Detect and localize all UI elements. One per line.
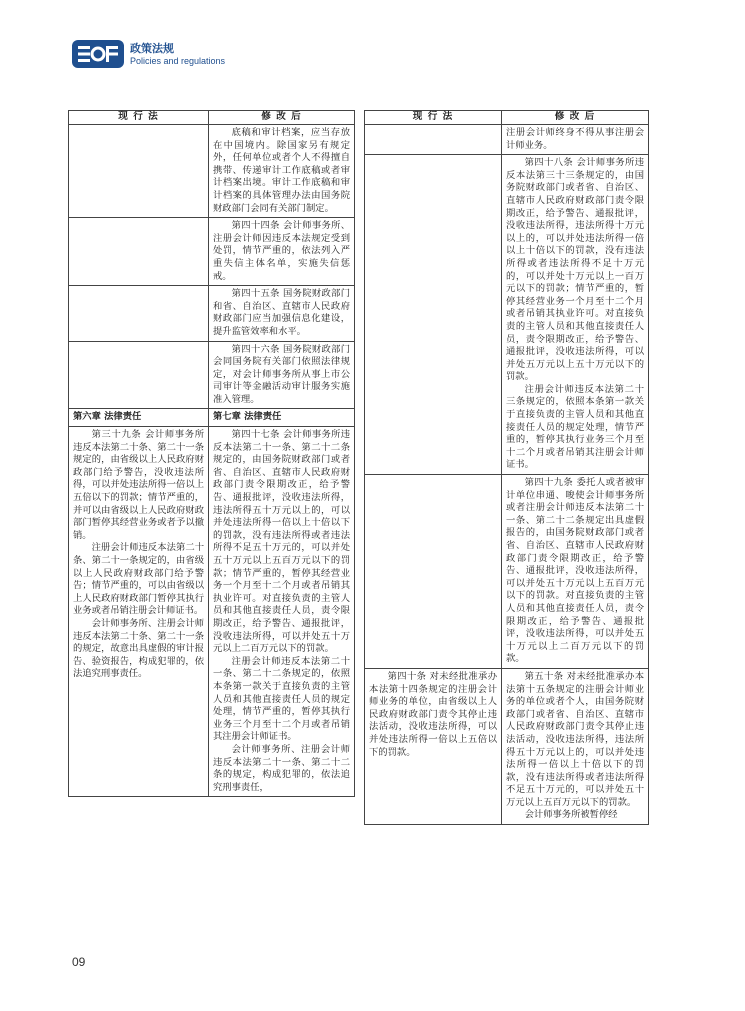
column-header-revised-law: 修 改 后 (502, 111, 649, 125)
chapter-heading: 第七章 法律责任 (209, 409, 355, 427)
table-header-row (365, 111, 649, 125)
table-row (69, 125, 355, 218)
left-comparison-table (68, 110, 355, 797)
revised-law-cell (209, 286, 355, 341)
article-paragraph: 第四十条 对未经批准承办本法第十四条规定的注册会计师业务的单位，由省级以上人民政府财政部门责令其停止违法活动，没收违法所得，可以并处违法所得一倍以上五倍以下的罚款。 (369, 670, 497, 758)
table-header-row (69, 111, 355, 125)
article-paragraph: 第三十九条 会计师事务所违反本法第二十条、第二十一条规定的，由省级以上人民政府财政部门给予警告，没收违法所得，可以并处违法所得一倍以上五倍以下的罚款；情节严重的，并可以由省级以上人民政府财政部门暂停其经营业务或者予以撤销。 (73, 429, 204, 541)
article-paragraph: 会计师事务所、注册会计师违反本法第二十条、第二十一条的规定，故意出具虚假的审计报告、验资报告，构成犯罪的，依法追究刑事责任。 (73, 617, 204, 680)
cicpa-logo-icon (72, 40, 124, 68)
table-row (69, 409, 355, 427)
column-header-current-law: 现 行 法 (365, 111, 502, 125)
revised-law-cell (502, 155, 649, 475)
article-paragraph: 注册会计师违反本法第二十三条规定的，依照本条第一款关于直接负责的主管人员和其他直接责任人员的规定处理，情节严重的，暂停其执行业务三个月至十二个月或者吊销其注册会计师证书。 (506, 383, 644, 471)
column-header-current-law: 现 行 法 (69, 111, 209, 125)
table-row (365, 668, 649, 824)
current-law-cell (365, 668, 502, 824)
article-paragraph: 会计师事务所被暂停经 (524, 809, 618, 821)
revised-law-cell (502, 125, 649, 155)
article-paragraph: 第四十四条 会计师事务所、注册会计师因违反本法规定受到处罚，情节严重的，依法列入严重失信主体名单，实施失信惩戒。 (213, 220, 350, 282)
article-paragraph: 注册会计师违反本法第二十一条、第二十二条规定的，依照本条第一款关于直接负责的主管人员和其他直接责任人员的规定处理，情节严重的，暂停其执行业务三个月至十二个月或者吊销其注册会计师证书。 (213, 655, 350, 743)
article-paragraph: 第五十条 对未经批准承办本法第十五条规定的注册会计师业务的单位或者个人，由国务院财政部门或者省、自治区、直辖市人民政府财政部门责令其停止违法活动，没收违法所得，违法所得五十万元以上的，可以并处违法所得一倍以上十倍以下的罚款，没有违法所得或者违法所得不足五十万元的，可以并处五十万元以上五百万元以下的罚款。 (506, 670, 644, 808)
article-paragraph: 会计师事务所、注册会计师违反本法第二十一条、第二十二条的规定，构成犯罪的，依法追究刑事责任， (213, 743, 350, 793)
table-row (365, 125, 649, 155)
header-title-en: Policies and regulations (130, 56, 226, 66)
revised-law-cell (209, 125, 355, 218)
chapter-heading: 第六章 法律责任 (69, 409, 209, 427)
article-paragraph: 第四十八条 会计师事务所违反本法第三十三条规定的，由国务院财政部门或者省、自治区、直辖市人民政府财政部门责令限期改正，给予警告、通报批评，没收违法所得，违法所得十万元以上的，可以并处违法所得一倍以上十倍以下的罚款，没有违法所得或者违法所得不足十万元的，可以并处十万元以上一百万元以下的罚款；情节严重的，暂停其经营业务一个月至十二个月或者吊销其执业许可。对直接负责的主管人员和其他直接责任人员，责令限期改正，给予警告、通报批评，没收违法所得，可以并处五万元以上五十万元以下的罚款。 (506, 157, 644, 383)
current-law-cell (69, 218, 209, 286)
table-row (69, 286, 355, 341)
article-paragraph: 注册会计师违反本法第二十条、第二十一条规定的，由省级以上人民政府财政部门给予警告；情节严重的，可以由省级以上人民政府财政部门暂停其执行业务或者吊销注册会计师证书。 (73, 542, 204, 617)
table-row (365, 155, 649, 475)
right-comparison-table (364, 110, 649, 825)
revised-law-cell (502, 475, 649, 669)
revised-law-cell (209, 218, 355, 286)
page-number: 09 (72, 955, 86, 969)
table-row (69, 427, 355, 797)
table-row (69, 218, 355, 286)
table-row (365, 475, 649, 669)
current-law-cell (365, 125, 502, 155)
revised-law-cell (209, 341, 355, 409)
article-paragraph: 底稿和审计档案，应当存放在中国境内。除国家另有规定外，任何单位或者个人不得擅自携带、传递审计工作底稿或者审计档案出境。审计工作底稿和审计档案的具体管理办法由国务院财政部门会同有关部门制定。 (213, 127, 350, 214)
current-law-cell (69, 286, 209, 341)
article-paragraph: 第四十七条 会计师事务所违反本法第二十一条、第二十二条规定的，由国务院财政部门或者省、自治区、直辖市人民政府财政部门责令限期改正，给予警告、通报批评，没收违法所得，违法所得五十万元以上的，可以并处违法所得一倍以上十倍以下的罚款，没有违法所得或者违法所得不足五十万元的，可以并处五十万元以上五百万元以下的罚款；情节严重的，暂停其经营业务一个月至十二个月或者吊销其执业许可。对直接负责的主管人员和其他直接责任人员，责令限期改正，给予警告、通报批评，没收违法所得，可以并处五十万元以上二百万元以下的罚款。 (213, 429, 350, 655)
current-law-cell (365, 475, 502, 669)
article-paragraph: 注册会计师终身不得从事注册会计师业务。 (506, 127, 644, 151)
revised-law-cell (502, 668, 649, 824)
revised-law-cell (209, 427, 355, 797)
article-paragraph: 第四十六条 国务院财政部门会同国务院有关部门依照法律规定，对会计师事务所从事上市公司审计等金融活动审计服务实施准入管理。 (213, 343, 350, 405)
article-paragraph: 第四十九条 委托人或者被审计单位串通、唆使会计师事务所或者注册会计师违反本法第二十一条、第二十二条规定出具虚假报告的，由国务院财政部门或者省、自治区、直辖市人民政府财政部门责令限期改正，给予警告、通报批评，没收违法所得，可以并处五十万元以上五百万元以下的罚款。对直接负责的主管人员和其他直接责任人员，责令限期改正，给予警告、通报批评，没收违法所得，可以并处五十万元以上二百万元以下的罚款。 (506, 477, 644, 665)
header-text (130, 42, 225, 67)
header-title-cn: 政策法规 (130, 42, 174, 55)
table-row (69, 341, 355, 409)
current-law-cell (69, 125, 209, 218)
current-law-cell (69, 427, 209, 797)
article-paragraph: 第四十五条 国务院财政部门和省、自治区、直辖市人民政府财政部门应当加强信息化建设，提升监管效率和水平。 (213, 288, 350, 337)
column-header-revised-law: 修 改 后 (209, 111, 355, 125)
current-law-cell (365, 155, 502, 475)
current-law-cell (69, 341, 209, 409)
